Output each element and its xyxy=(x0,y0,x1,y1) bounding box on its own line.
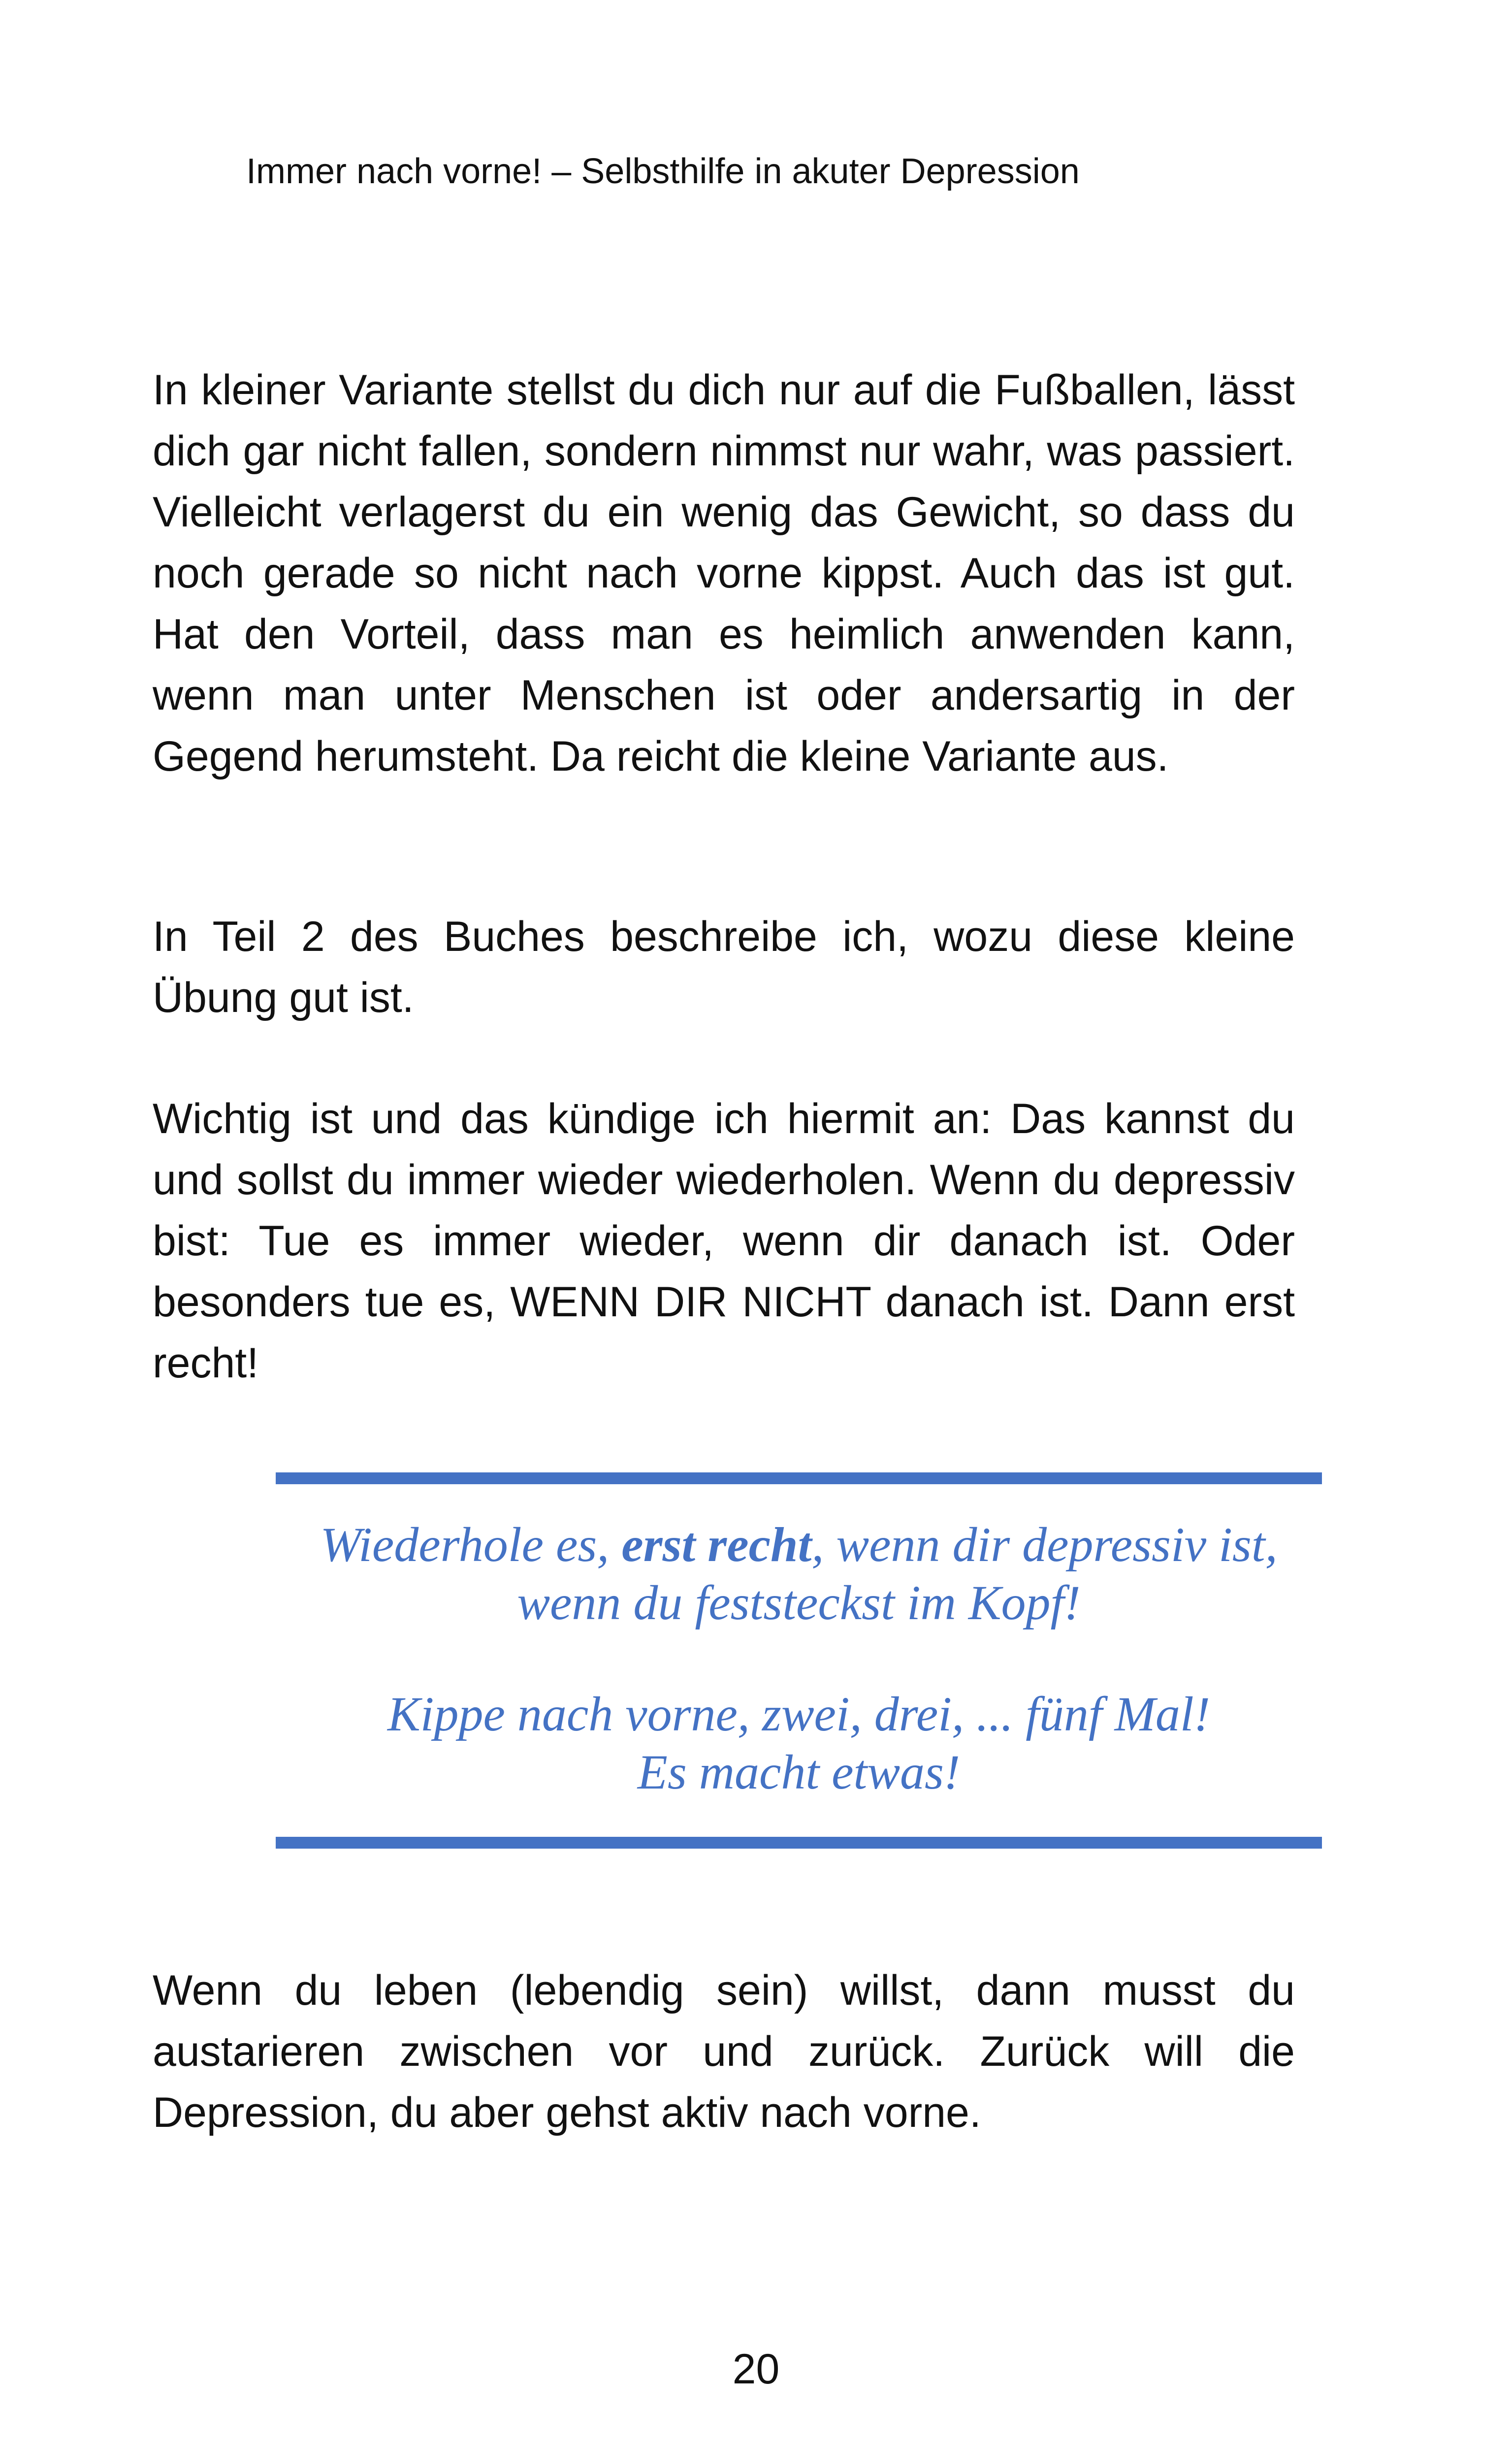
callout-box xyxy=(276,1472,1322,1852)
callout-quote-1 xyxy=(276,1516,1322,1632)
body-paragraph: In kleiner Variante stellst du dich nur auf die Fußballen, lässt dich gar nicht fallen, sondern nimmst nur wahr, was passiert. Vielleicht verlagerst du ein wenig das Gewicht, so dass du noch gerade so nicht nach vorne kippst. Auch das ist gut. Hat den Vorteil, dass man es heimlich anwenden kann, wenn man unter Menschen ist oder andersartig in der Gegend herumsteht. Da reicht die kleine Variante aus. xyxy=(153,366,1295,780)
callout-line-2: wenn du feststeckst im Kopf! xyxy=(517,1575,1081,1630)
body-paragraph: Wenn du leben (lebendig sein) willst, dann musst du austarieren zwischen vor und zurück. Zurück will die Depression, du aber gehst aktiv nach vorne. xyxy=(153,1967,1295,2136)
callout-emphasis: erst recht xyxy=(621,1517,812,1572)
callout-quote-2 xyxy=(276,1685,1322,1801)
callout-top-rule xyxy=(276,1472,1322,1484)
callout-line-4: Es macht etwas! xyxy=(637,1745,961,1799)
callout-line-1-end: , wenn dir depressiv ist, xyxy=(811,1517,1278,1572)
callout-bottom-rule xyxy=(276,1837,1322,1849)
page-number: 20 xyxy=(732,2345,780,2393)
callout-line-1-start: Wiederhole es, xyxy=(320,1517,622,1572)
running-header: Immer nach vorne! – Selbsthilfe in akuter Depression xyxy=(246,152,1080,191)
body-paragraph: Wichtig ist und das kündige ich hiermit an: Das kannst du und sollst du immer wieder wiederholen. Wenn du depressiv bist: Tue es immer wieder, wenn dir danach ist. Oder besonders tue es, WENN DIR NICHT danach ist. Dann erst recht! xyxy=(153,1095,1295,1387)
callout-line-3: Kippe nach vorne, zwei, drei, ... fünf Mal! xyxy=(387,1687,1211,1741)
body-paragraph: In Teil 2 des Buches beschreibe ich, wozu diese kleine Übung gut ist. xyxy=(153,913,1295,1021)
